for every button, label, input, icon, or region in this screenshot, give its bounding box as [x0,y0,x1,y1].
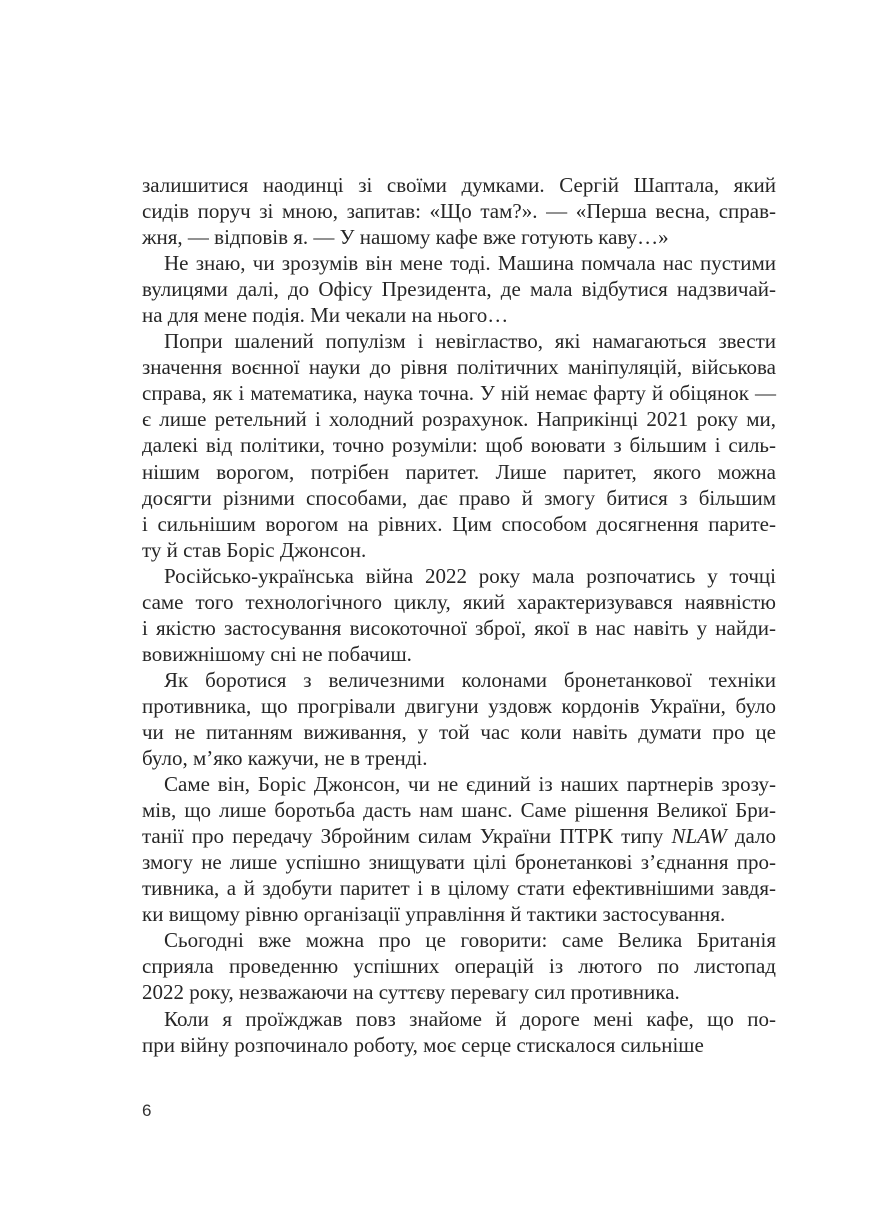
paragraph [142,328,776,562]
text-line: тивника, а й здобути паритет і в цілому стати ефективнішими завдя- [142,876,776,901]
text-line: ту й став Боріс Джонсон. [142,537,367,562]
text-line: чи не питанням виживання, у той час коли навіть думати про це [142,719,776,744]
paragraph [142,563,776,667]
text-line: нішим ворогом, потрібен паритет. Лише паритет, якого можна [142,459,776,484]
text-line: Саме він, Боріс Джонсон, чи не єдиний із наших партнерів зрозу- [164,772,776,797]
text-line: Як боротися з величезними колонами бронетанкової техніки [164,667,776,692]
text-line: вулицями далі, до Офісу Президента, де мала відбутися надзвичай- [142,277,776,302]
text-line: мів, що лише боротьба дасть нам шанс. Саме рішення Великої Бри- [142,798,776,823]
text-line: сидів поруч зі мною, запитав: «Що там?». — «Перша весна, справ- [142,199,776,224]
text-line: значення воєнної науки до рівня політичних маніпуляцій, військова [142,355,776,380]
text-line: противника, що прогрівали двигуни уздовж кордонів України, було [142,693,776,718]
text-line: було, м’яко кажучи, не в тренді. [142,746,428,771]
text-line: і сильнішим ворогом на рівних. Цим способом досягнення парите- [142,511,776,536]
paragraph [142,172,776,250]
italic-term: NLAW [671,824,727,849]
text-line: Не знаю, чи зрозумів він мене тоді. Машина помчала нас пустими [164,251,776,276]
text-line: справа, як і математика, наука точна. У ній немає фарту й обіцянок — [142,381,776,406]
paragraph [142,771,776,927]
paragraph [142,927,776,1005]
text-line: залишитися наодинці зі своїми думками. Сергій Шаптала, який [142,173,776,197]
text-line: досягти різними способами, дає право й змогу битися з більшим [142,485,776,510]
text-line: Коли я проїжджав повз знайоме й дороге мені кафе, що по- [164,1006,776,1031]
text-line: сприяла проведенню успішних операцій із лютого по листопад [142,954,776,979]
text-line: далекі від політики, точно розуміли: щоб воювати з більшим і силь- [142,433,776,458]
text-line: танії про передачу Збройним силам України ПТРК типу NLAW дало [142,824,777,849]
text-line: вовижнішому сні не побачиш. [142,641,412,666]
text-line: є лише ретельний і холодний розрахунок. Наприкінці 2021 року ми, [142,407,776,432]
text-line: Сьогодні вже можна про це говорити: саме Велика Британія [164,928,776,953]
text-line: змогу не лише успішно знищувати цілі бронетанкові з’єднання про- [142,850,776,875]
paragraph [142,250,776,328]
text-line: і якістю застосування високоточної зброї, якої в нас навіть у найди- [142,615,776,640]
text-line: при війну розпочинало роботу, моє серце стискалося сильніше [142,1032,704,1057]
page-number: 6 [142,1101,152,1120]
text-line: 2022 року, незважаючи на суттєву перевагу сил противника. [142,980,680,1005]
text-line: Попри шалений популізм і невігластво, які намагаються звести [164,329,776,354]
text-line: жня, — відповів я. — У нашому кафе вже готують каву…» [142,225,669,250]
paragraph [142,667,776,771]
text-line: ки вищому рівню організації управління й тактики застосування. [142,902,726,927]
text-line: саме того технологічного циклу, який характеризувався наявністю [142,589,776,614]
body-text [142,172,776,1058]
paragraph [142,1006,776,1058]
text-line: на для мене подія. Ми чекали на нього… [142,303,509,328]
text-line: Російсько-українська війна 2022 року мала розпочатись у точці [164,563,776,588]
